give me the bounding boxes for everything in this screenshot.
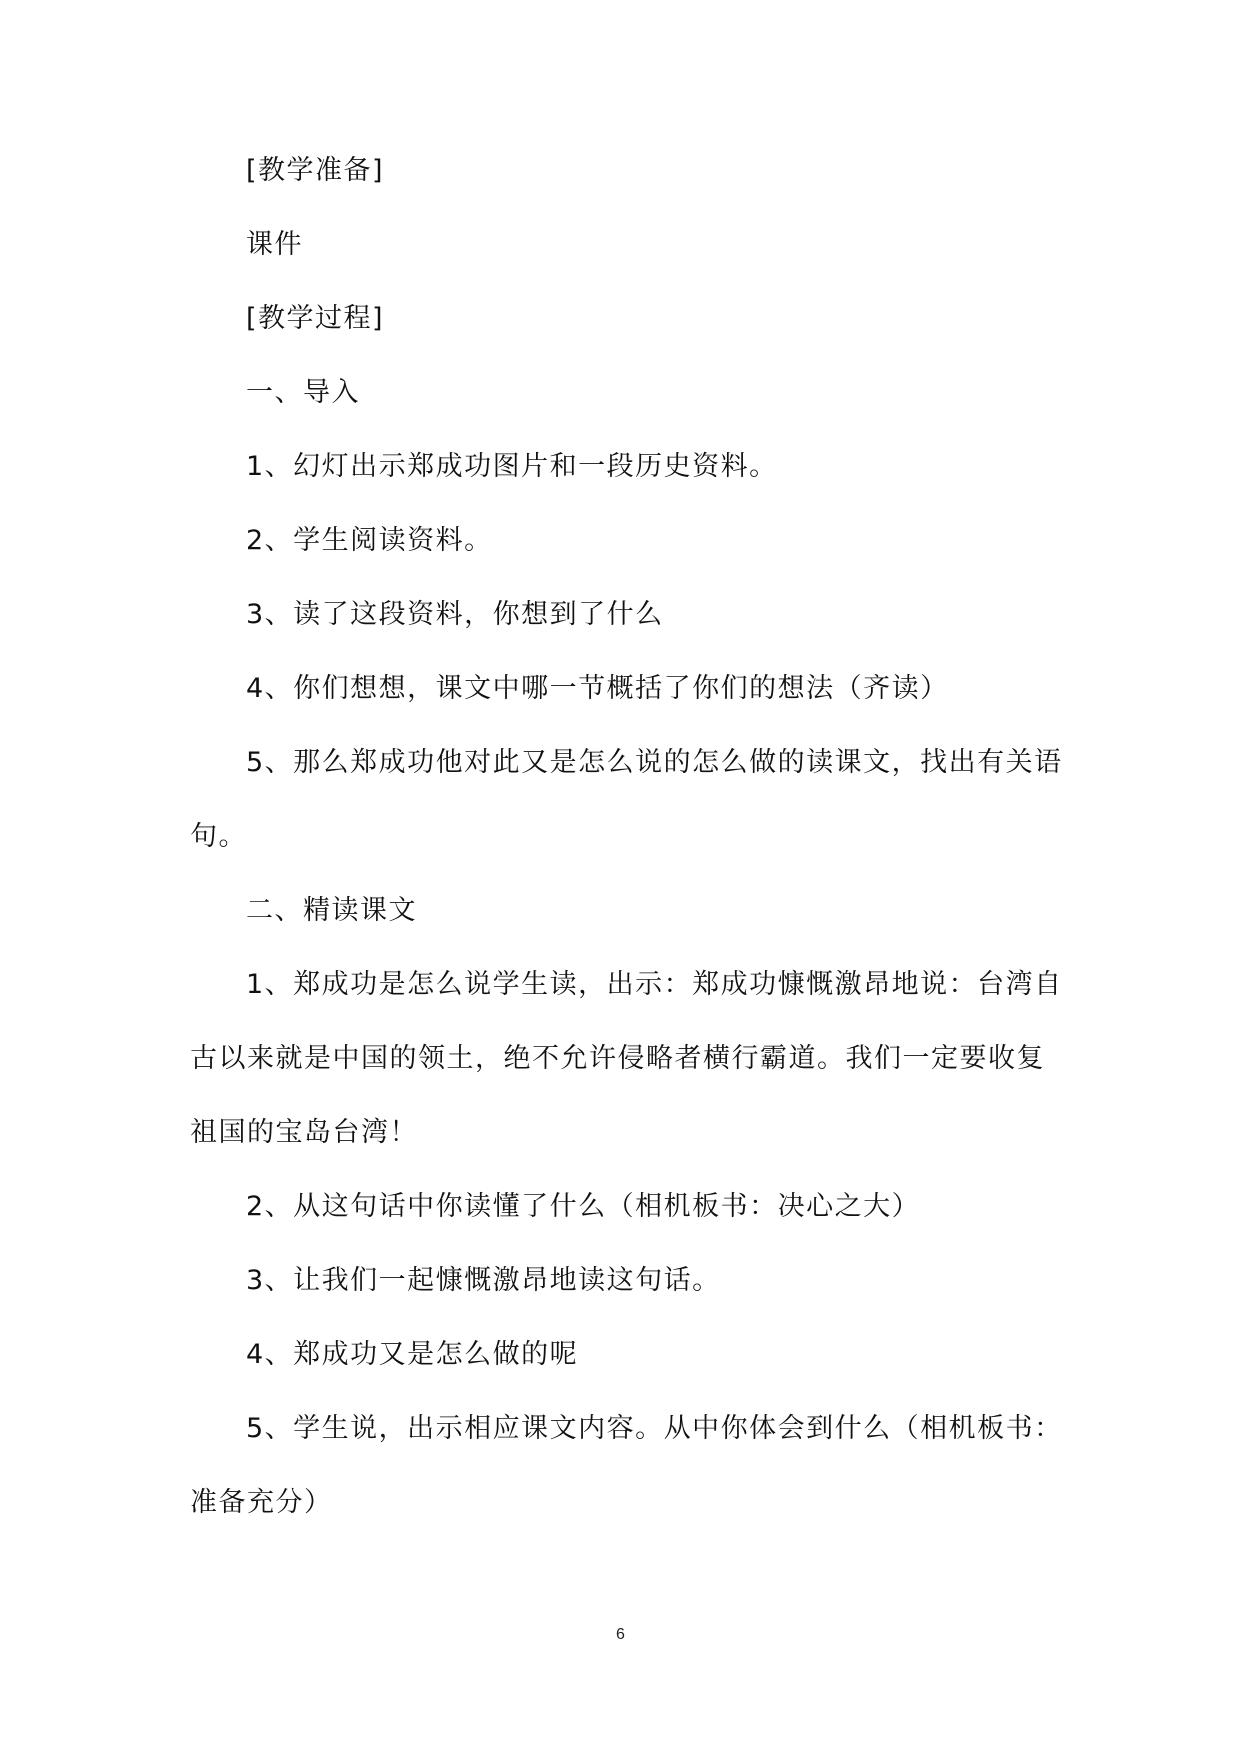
paragraph: 5、学生说，出示相应课文内容。从中你体会到什么（相机板书：准备充分） bbox=[190, 1413, 1063, 1518]
section-heading-process: [教学过程] bbox=[246, 303, 385, 334]
paragraph: 4、你们想想，课文中哪一节概括了你们的想法（齐读） bbox=[246, 673, 949, 704]
paragraph: 课件 bbox=[246, 229, 303, 260]
paragraph: 5、那么郑成功他对此又是怎么说的怎么做的读课文，找出有关语句。 bbox=[190, 747, 1063, 852]
paragraph: 2、从这句话中你读懂了什么（相机板书：决心之大） bbox=[246, 1191, 921, 1222]
subheading-introduction: 一、导入 bbox=[246, 377, 360, 408]
paragraph: 4、郑成功又是怎么做的呢 bbox=[246, 1339, 579, 1370]
paragraph: 1、郑成功是怎么说学生读，出示：郑成功慷慨激昂地说：台湾自古以来就是中国的领土，绝不允许侵略者横行霸道。我们一定要收复祖国的宝岛台湾！ bbox=[190, 969, 1063, 1148]
section-heading-preparation: [教学准备] bbox=[246, 155, 385, 186]
paragraph: 1、幻灯出示郑成功图片和一段历史资料。 bbox=[246, 451, 778, 482]
page-number: 6 bbox=[616, 1626, 625, 1643]
paragraph: 3、读了这段资料，你想到了什么 bbox=[246, 599, 664, 630]
subheading-close-reading: 二、精读课文 bbox=[246, 895, 417, 926]
paragraph: 2、学生阅读资料。 bbox=[246, 525, 493, 556]
paragraph: 3、让我们一起慷慨激昂地读这句话。 bbox=[246, 1265, 721, 1296]
